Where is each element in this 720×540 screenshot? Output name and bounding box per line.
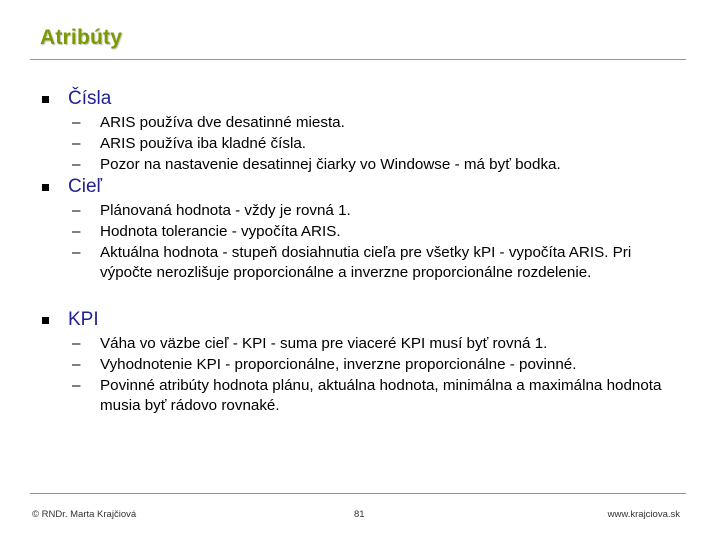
footer-website: www.krajciova.sk	[607, 509, 680, 520]
slide-title: Atribúty	[40, 26, 123, 49]
list-item	[72, 334, 670, 354]
list-item-text: Pozor na nastavenie desatinnej čiarky vo Windowse - má byť bodka.	[100, 156, 561, 173]
footer-divider	[30, 493, 686, 494]
dash-bullet: –	[72, 377, 81, 394]
list-item-text: Aktuálna hodnota - stupeň dosiahnutia cieľa pre všetky kPI - vypočíta ARIS. Pri výpočte nerozlišuje proporcionálne a inverzne proporcionálne rozdelenie.	[100, 244, 632, 281]
section-heading-label: Čísla	[68, 88, 112, 109]
list-item-text: ARIS používa dve desatinné miesta.	[100, 114, 345, 131]
list-item	[72, 201, 670, 221]
square-bullet-icon	[42, 96, 49, 103]
list-item	[72, 113, 670, 133]
page-number: 81	[354, 509, 365, 520]
square-bullet-icon	[42, 317, 49, 324]
list-item-text: Vyhodnotenie KPI - proporcionálne, inverzne proporcionálne - povinné.	[100, 356, 577, 373]
dash-bullet: –	[72, 356, 81, 373]
section-heading-label: Cieľ	[68, 176, 103, 197]
list-item-text: Plánovaná hodnota - vždy je rovná 1.	[100, 202, 351, 219]
list-item	[72, 355, 670, 375]
square-bullet-icon	[42, 184, 49, 191]
footer-author: © RNDr. Marta Krajčiová	[32, 509, 137, 520]
list-item	[72, 134, 670, 154]
list-item	[72, 222, 670, 242]
dash-bullet: –	[72, 244, 81, 261]
dash-bullet: –	[72, 135, 81, 152]
dash-bullet: –	[72, 202, 81, 219]
list-item-text: Povinné atribúty hodnota plánu, aktuálna hodnota, minimálna a maximálna hodnota musia byť rádovo rovnaké.	[100, 377, 662, 414]
dash-bullet: –	[72, 223, 81, 240]
section-heading-label: KPI	[68, 309, 99, 330]
title-divider	[30, 59, 686, 60]
list-item-text: Váha vo väzbe cieľ - KPI - suma pre viaceré KPI musí byť rovná 1.	[100, 335, 548, 352]
list-item	[72, 243, 670, 283]
list-item-text: ARIS používa iba kladné čísla.	[100, 135, 306, 152]
list-item	[72, 376, 670, 416]
dash-bullet: –	[72, 114, 81, 131]
dash-bullet: –	[72, 156, 81, 173]
dash-bullet: –	[72, 335, 81, 352]
list-item-text: Hodnota tolerancie - vypočíta ARIS.	[100, 223, 341, 240]
list-item	[72, 155, 670, 175]
